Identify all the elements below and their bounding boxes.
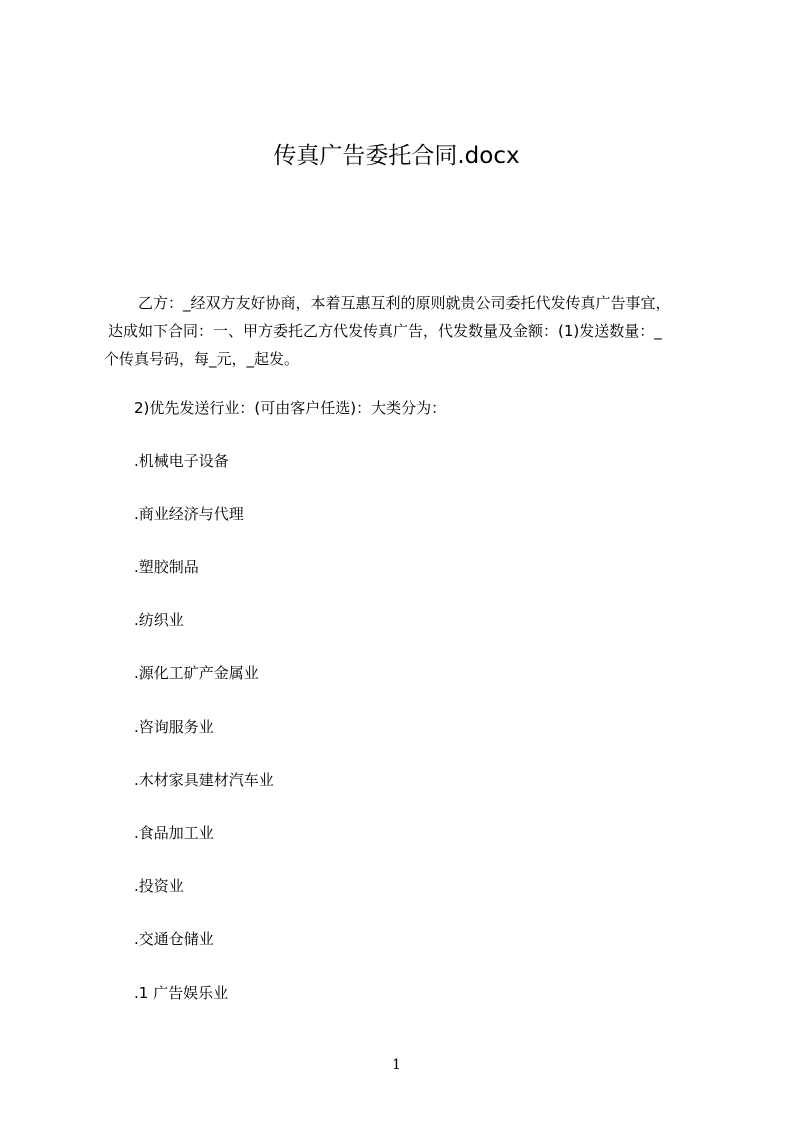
document-title: 传真广告委托合同.docx (273, 143, 520, 169)
industry-item: .咨询服务业 (134, 718, 214, 736)
industry-item: .食品加工业 (134, 824, 214, 842)
industry-item: .投资业 (134, 877, 184, 895)
intro-paragraph (104, 289, 700, 373)
industry-item: .塑胶制品 (134, 558, 199, 576)
industry-item: .交通仓储业 (134, 930, 214, 948)
industry-item: .纺织业 (134, 611, 184, 629)
industry-item: .1 广告娱乐业 (134, 984, 229, 1002)
intro-line: 达成如下合同：一、甲方委托乙方代发传真广告，代发数量及金额：(1)发送数量：_ (108, 322, 662, 340)
industry-heading: 2)优先发送行业：(可由客户任选)：大类分为： (134, 399, 447, 417)
page-number: 1 (392, 1057, 401, 1073)
intro-line: 乙方：_经双方友好协商，本着互惠互利的原则就贵公司委托代发传真广告事宜， (138, 294, 671, 312)
industry-item: .木材家具建材汽车业 (134, 771, 274, 789)
intro-line: 个传真号码，每_元，_起发。 (104, 350, 300, 368)
industry-item: .机械电子设备 (134, 452, 229, 470)
industry-item: .商业经济与代理 (134, 505, 244, 523)
industry-item: .源化工矿产金属业 (134, 664, 259, 682)
